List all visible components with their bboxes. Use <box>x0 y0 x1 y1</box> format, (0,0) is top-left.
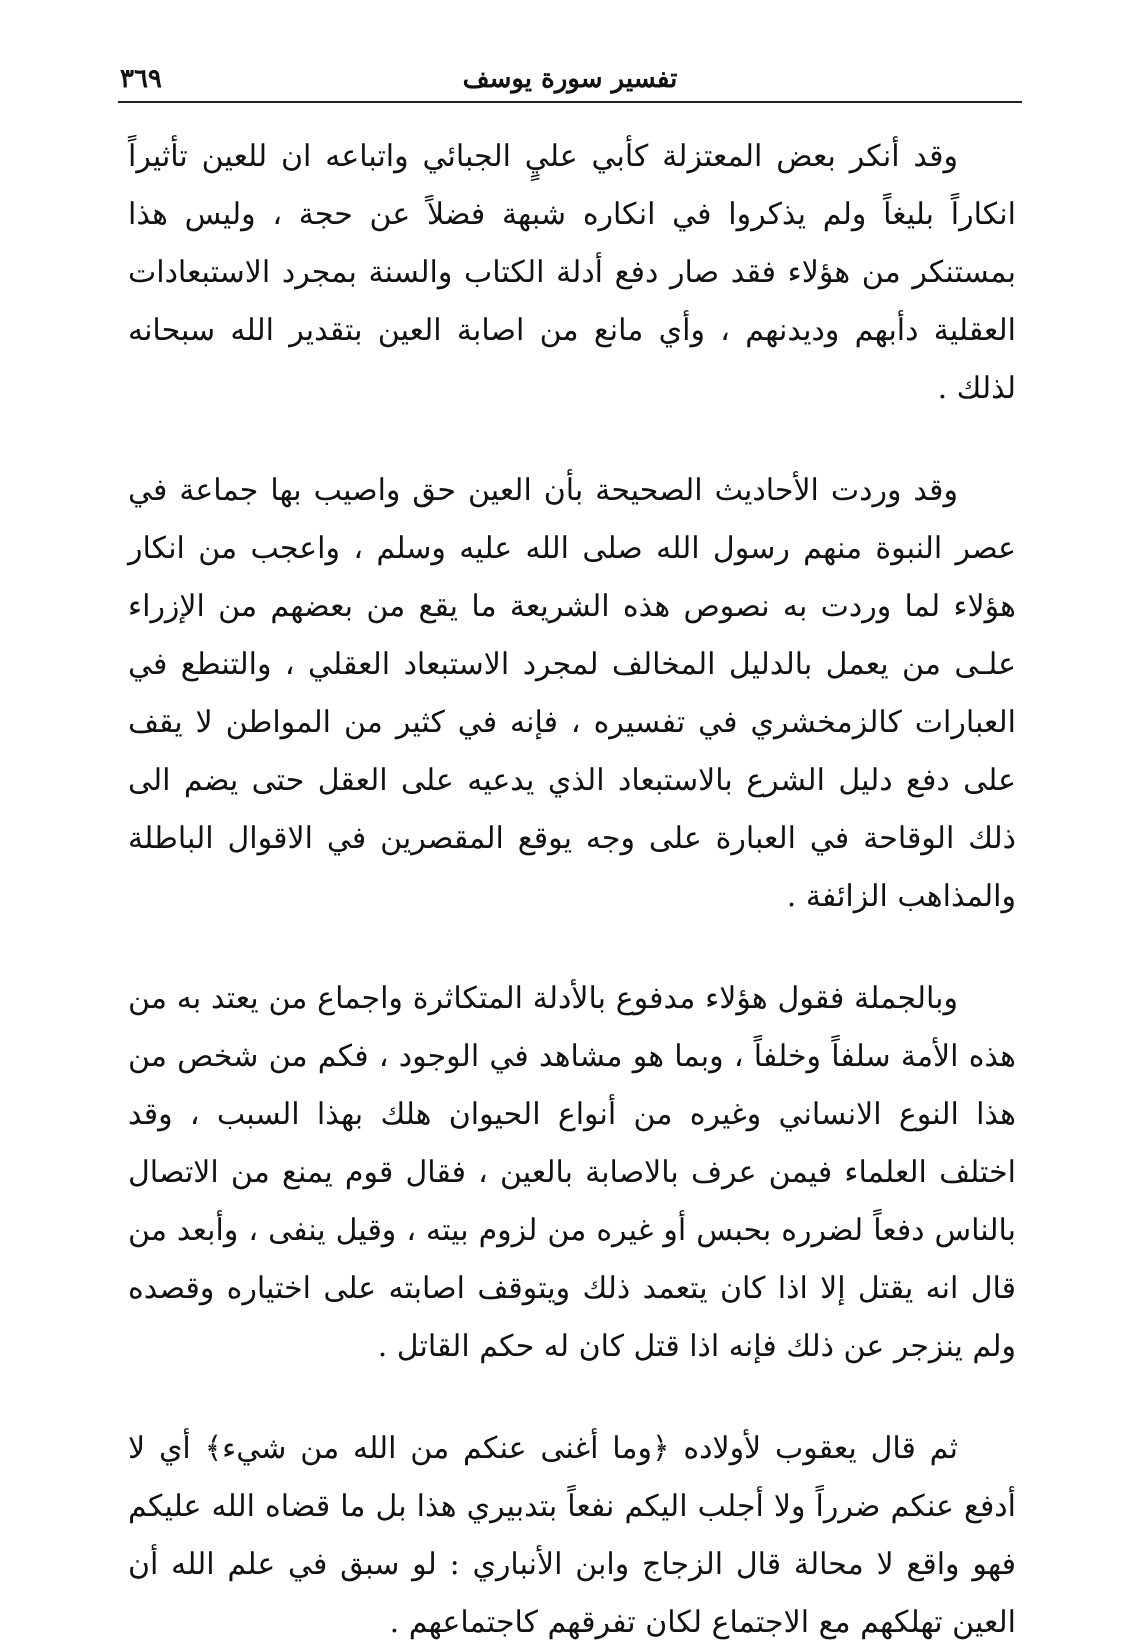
running-title: تفسير سورة يوسف <box>462 64 678 94</box>
header-rule <box>118 101 1022 103</box>
body-text <box>128 128 1016 1652</box>
paragraph-1: وقد أنكر بعض المعتزلة كأبي عليٍ الجبائي واتباعه ان للعين تأثيراً انكاراً بليغاً ولم يذكروا في انكاره شبهة فضلاً عن حجة ، وليس هذا بمستنكر من هؤلاء فقد صار دفع أدلة الكتاب والسنة بمجرد الاستبعادات العقلية دأبهم وديدنهم ، وأي مانع من اصابة العين بتقدير الله سبحانه لذلك . <box>128 139 1016 406</box>
paragraph-2: وقد وردت الأحاديث الصحيحة بأن العين حق واصيب بها جماعة في عصر النبوة منهم رسول الله صلى الله عليه وسلم ، واعجب من انكار هؤلاء لما وردت به نصوص هذه الشريعة ما يقع من بعضهم من الإزراء علـى من يعمل بالدليل المخالف لمجرد الاستبعاد العقلي ، والتنطع في العبارات كالزمخشري في تفسيره ، فإنه في كثير من المواطن لا يقف على دفع دليل الشرع بالاستبعاد الذي يدعيه على العقل حتى يضم الى ذلك الوقاحة في العبارة على وجه يوقع المقصرين في الاقوال الباطلة والمذاهب الزائفة . <box>128 473 1016 914</box>
paragraph-3: وبالجملة فقول هؤلاء مدفوع بالأدلة المتكاثرة واجماع من يعتد به من هذه الأمة سلفاً وخلفاً ، وبما هو مشاهد في الوجود ، فكم من شخص من هذا النوع الانساني وغيره من أنواع الحيوان هلك بهذا السبب ، وقد اختلف العلماء فيمن عرف بالاصابة بالعين ، فقال قوم يمنع من الاتصال بالناس دفعاً لضرره بحبس أو غيره من لزوم بيته ، وقيل ينفى ، وأبعد من قال انه يقتل إلا اذا كان يتعمد ذلك ويتوقف اصابته على اختياره وقصده ولم ينزجر عن ذلك فإنه اذا قتل كان له حكم القاتل . <box>128 981 1016 1364</box>
page-header <box>120 62 1020 102</box>
page-number: ٣٦٩ <box>120 64 162 94</box>
paragraph-4: ثم قال يعقوب لأولاده ﴿وما أغنى عنكم من الله من شيء﴾ أي لا أدفع عنكم ضرراً ولا أجلب اليكم نفعاً بتدبيري هذا بل ما قضاه الله عليكم فهو واقع لا محالة قال الزجاج وابن الأنباري : لو سبق في علم الله أن العين تهلكهم مع الاجتماع لكان تفرقهم كاجتماعهم . <box>128 1431 1016 1640</box>
